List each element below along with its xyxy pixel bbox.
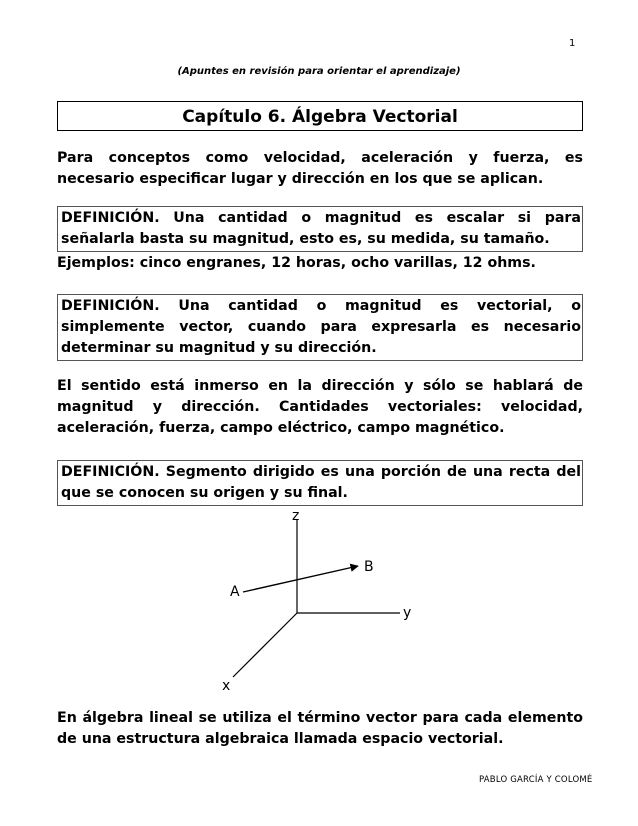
vector-axes-figure	[200, 505, 440, 695]
page-subtitle: (Apuntes en revisión para orientar el aprendizaje)	[177, 66, 461, 77]
sense-paragraph: El sentido está inmerso en la dirección y sólo se hablará de magnitud y dirección. Cantidades vectoriales: velocidad, aceleración, fuerza, campo eléctrico, campo magnético.	[57, 378, 583, 436]
axis-x-label: x	[222, 678, 231, 694]
examples-text: Ejemplos: cinco engranes, 12 horas, ocho varillas, 12 ohms.	[57, 255, 536, 271]
point-a-label: A	[230, 584, 240, 600]
axis-y-label: y	[403, 605, 412, 621]
definition-vector-box: DEFINICIÓN. Una cantidad o magnitud es vectorial, o simplemente vector, cuando para expresarla es necesario determinar su magnitud y su dirección.	[57, 294, 583, 361]
axis-z-label: z	[292, 508, 300, 524]
x-axis-line	[233, 613, 297, 677]
definition-scalar-box: DEFINICIÓN. Una cantidad o magnitud es escalar si para señalarla basta su magnitud, esto es, su medida, su tamaño.	[57, 206, 583, 252]
page-number: 1	[569, 38, 576, 49]
definition-segment-box: DEFINICIÓN. Segmento dirigido es una porción de una recta del que se conocen su origen y su final.	[57, 460, 583, 506]
chapter-title: Capítulo 6. Álgebra Vectorial	[57, 101, 583, 131]
directed-segment-ab	[243, 566, 358, 592]
footer-author: PABLO GARCÍA Y COLOMÉ	[479, 775, 593, 785]
point-b-label: B	[364, 559, 374, 575]
final-paragraph: En álgebra lineal se utiliza el término vector para cada elemento de una estructura algebraica llamada espacio vectorial.	[57, 710, 583, 747]
intro-paragraph: Para conceptos como velocidad, aceleración y fuerza, es necesario especificar lugar y dirección en los que se aplican.	[57, 150, 583, 187]
